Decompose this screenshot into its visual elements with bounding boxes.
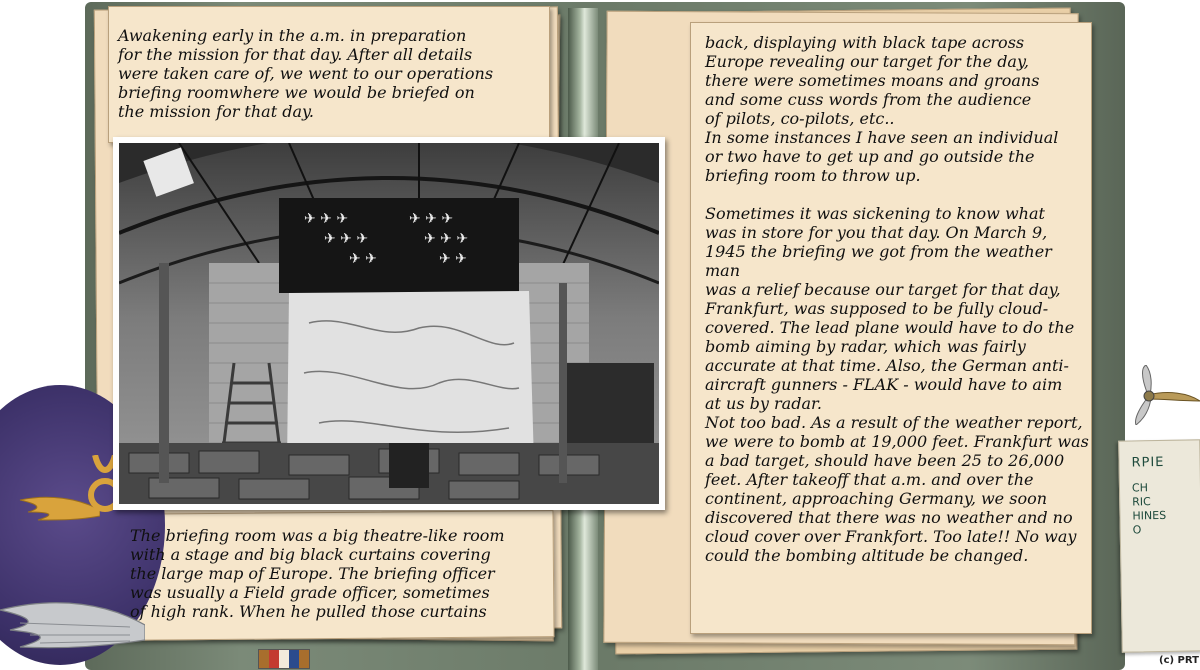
left-text-bottom: The briefing room was a big theatre-like room with a stage and big black curtains covering the large map of Europe. The briefing officer was usually a Field grade officer, sometimes of high rank. When he pulled those curtains xyxy=(130,526,505,621)
svg-text:✈ ✈: ✈ ✈ xyxy=(439,251,467,267)
svg-text:✈ ✈ ✈: ✈ ✈ ✈ xyxy=(424,231,469,247)
left-text-top: Awakening early in the a.m. in preparation for the mission for that day. After all details were taken care of, we went to our operations briefing roomwhere we would be briefed on the mission for that day. xyxy=(118,26,494,121)
card-line-3: RIC xyxy=(1132,495,1151,509)
propeller-wings-icon xyxy=(1118,365,1200,425)
right-text: back, displaying with black tape across Europe revealing our target for the day, there were sometimes moans and groans and some cuss words from the audience of pilots, co-pilots, etc.. In some instances I have seen an individual or two have to get up and go outside the briefing room to throw up. Sometimes it was sickening to know what was in store for you that day. On March 9, 1945 the briefing we got from the weather man was a relief because our target for that day, Frankfurt, was supposed to be fully cloud- covered. The lead plane would have to do the bomb aiming by radar, which was fairly accurate at that time. Also, the German anti- aircraft gunners - FLAK - would have to aim at us by radar. Not too bad. As a result of the weather report, we were to bomb at 19,000 feet. Frankfurt was a bad target, should have been 25 to 26,000 feet. After takeoff that a.m. and over the continent, approaching Germany, we soon discovered that there was no weather and no cloud cover over Frankfort. Too late!! No way could the bombing altitude be changed. xyxy=(705,33,1089,565)
service-ribbon-icon xyxy=(258,649,310,669)
svg-text:✈ ✈ ✈: ✈ ✈ ✈ xyxy=(324,231,369,247)
card-line-4: HINES xyxy=(1132,508,1167,523)
card-line-2: CH xyxy=(1131,481,1149,495)
svg-text:✈ ✈ ✈: ✈ ✈ ✈ xyxy=(409,211,454,227)
svg-text:✈ ✈ ✈: ✈ ✈ ✈ xyxy=(304,211,349,227)
brochure-card xyxy=(1118,439,1200,652)
copyright-label: (c) PRT xyxy=(1159,655,1199,666)
pilot-wings-icon xyxy=(0,585,145,670)
briefing-room-image xyxy=(119,143,659,504)
card-line-5: O xyxy=(1132,523,1142,537)
card-line-1: RPIE xyxy=(1131,454,1165,471)
briefing-room-photo xyxy=(113,137,665,510)
svg-text:✈ ✈: ✈ ✈ xyxy=(349,251,377,267)
